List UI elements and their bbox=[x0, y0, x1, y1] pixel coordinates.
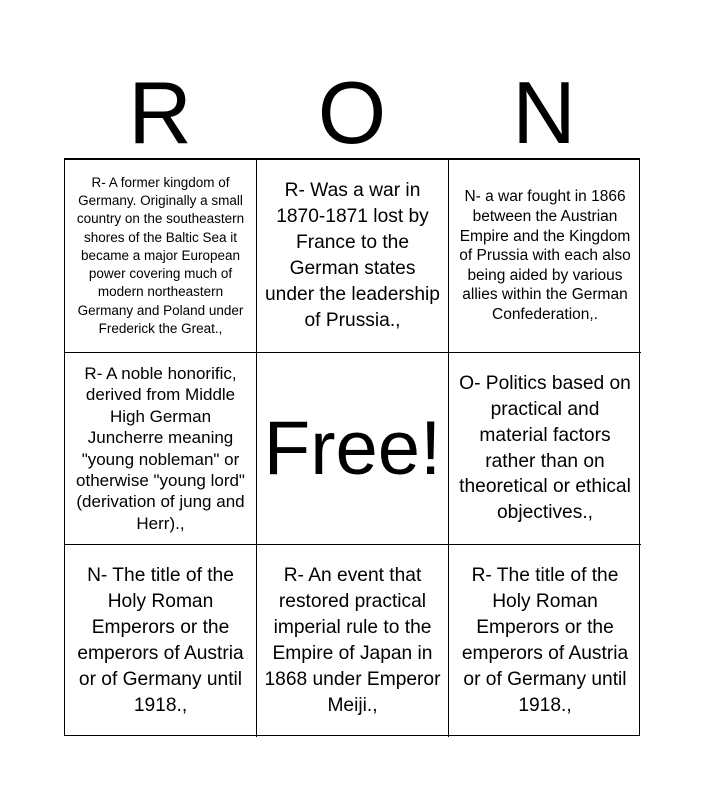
bingo-cell[interactable] bbox=[449, 353, 641, 545]
bingo-cell[interactable] bbox=[449, 160, 641, 353]
bingo-cell[interactable] bbox=[449, 545, 641, 737]
cell-text: R- A noble honorific, derived from Middle High German Juncherre meaning "young nobleman" or otherwise "young lord" (derivation of jung and Herr)., bbox=[76, 363, 245, 533]
cell-text: R- Was a war in 1870-1871 lost by France to the German states under the leadership of Prussia., bbox=[265, 180, 440, 331]
header-letter-o: O bbox=[317, 63, 387, 162]
bingo-cell[interactable] bbox=[65, 353, 257, 545]
header-letter-n: N bbox=[512, 63, 576, 162]
bingo-cell[interactable] bbox=[65, 545, 257, 737]
free-space-cell[interactable] bbox=[257, 353, 449, 545]
header-letter-r: R bbox=[128, 63, 192, 162]
bingo-cell[interactable] bbox=[257, 160, 449, 353]
bingo-cell[interactable] bbox=[65, 160, 257, 353]
free-space-label: Free! bbox=[263, 405, 442, 491]
cell-text: R- A former kingdom of Germany. Originally a small country on the southeastern shores of the Baltic Sea it became a major European power covering much of modern northeastern Germany and Poland under Frederick the Great., bbox=[76, 174, 245, 337]
cell-text: R- The title of the Holy Roman Emperors or the emperors of Austria or of Germany until 1918., bbox=[461, 565, 629, 716]
cell-text: O- Politics based on practical and material factors rather than on theoretical or ethical objectives., bbox=[459, 372, 631, 524]
cell-text: R- An event that restored practical imperial rule to the Empire of Japan in 1868 under Emperor Meiji., bbox=[264, 565, 441, 716]
cell-text: N- a war fought in 1866 between the Austrian Empire and the Kingdom of Prussia with each also being aided by various allies within the German Confederation,. bbox=[459, 188, 631, 323]
bingo-header bbox=[64, 63, 640, 162]
cell-text: N- The title of the Holy Roman Emperors or the emperors of Austria or of Germany until 1918., bbox=[77, 565, 244, 716]
bingo-cell[interactable] bbox=[257, 545, 449, 737]
bingo-board bbox=[64, 158, 640, 736]
